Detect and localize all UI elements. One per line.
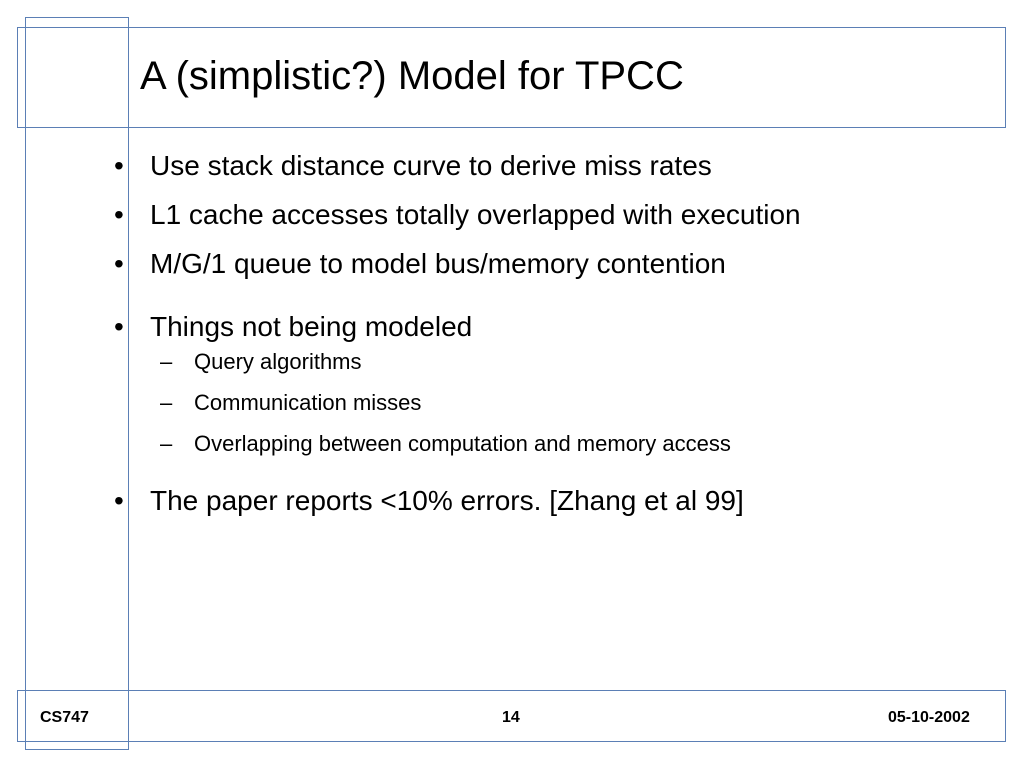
bullet-text: The paper reports <10% errors. [Zhang et al 99] [150, 485, 744, 516]
bullet-text: L1 cache accesses totally overlapped with execution [150, 199, 801, 230]
sub-bullet-list [110, 349, 990, 457]
sub-bullet-text: Query algorithms [194, 349, 362, 374]
bullet-text: Things not being modeled [150, 311, 473, 342]
bullet-text: Use stack distance curve to derive miss rates [150, 150, 712, 181]
bullet-item [110, 150, 990, 182]
bullet-marker: • [114, 150, 124, 181]
bullet-marker: • [114, 199, 124, 230]
sub-bullet-item [110, 431, 990, 457]
bullet-marker: • [114, 485, 124, 516]
bullet-text: M/G/1 queue to model bus/memory contention [150, 248, 726, 279]
sub-bullet-marker: – [160, 390, 173, 415]
bullet-item [110, 199, 990, 231]
bullet-marker: • [114, 311, 124, 342]
slide-title: A (simplistic?) Model for TPCC [140, 54, 684, 98]
bullet-item [110, 248, 990, 280]
bullet-item [110, 311, 990, 343]
slide-body [110, 150, 990, 534]
bullet-marker: • [114, 248, 124, 279]
sub-bullet-text: Communication misses [194, 390, 422, 415]
footer-course: CS747 [40, 709, 89, 726]
sub-bullet-marker: – [160, 349, 173, 374]
sub-bullet-text: Overlapping between computation and memory access [194, 431, 731, 456]
sub-bullet-item [110, 349, 990, 375]
footer-date: 05-10-2002 [888, 709, 970, 726]
sub-bullet-marker: – [160, 431, 173, 456]
sub-bullet-item [110, 390, 990, 416]
bullet-item [110, 485, 990, 517]
footer-page-number: 14 [502, 709, 520, 726]
